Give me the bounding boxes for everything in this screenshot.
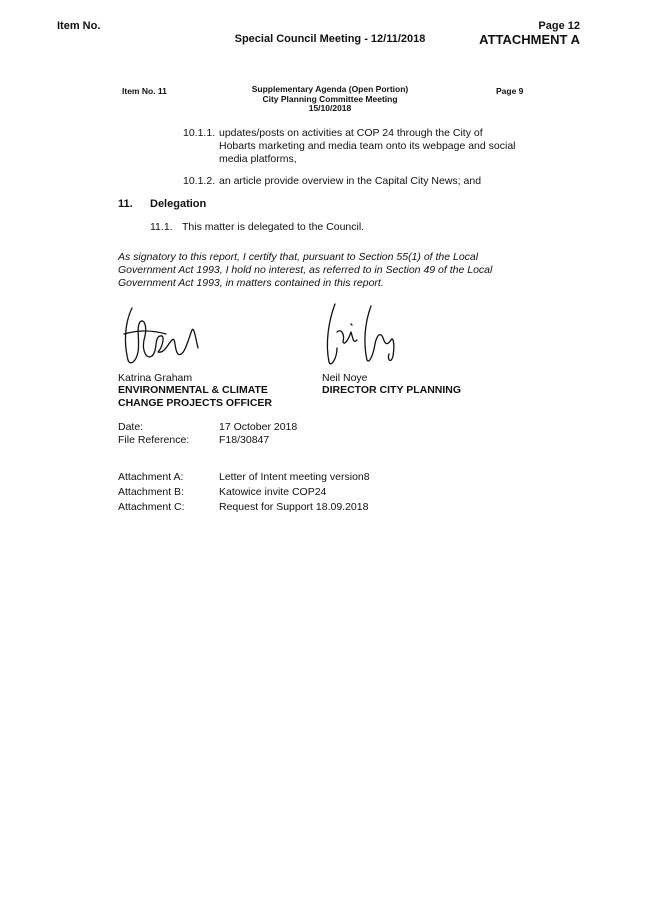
- item-number: 10.1.2.: [183, 175, 216, 187]
- signer-name: Katrina Graham: [118, 372, 193, 384]
- inner-title-line2: City Planning Committee Meeting: [262, 93, 398, 104]
- item-text-line: an article provide overview in the Capital City News; and: [219, 175, 482, 187]
- statement-line: Government Act 1993, in matters contained in this report.: [118, 277, 384, 289]
- signer-title: [118, 384, 272, 410]
- inner-page-number: Page 9: [496, 86, 524, 96]
- signature-katrina-graham: [118, 300, 213, 372]
- statement-line: As signatory to this report, I certify that, pursuant to Section 55(1) of the Local: [118, 251, 479, 263]
- signature-neil-noye: [315, 298, 410, 370]
- statement-line: Government Act 1993, I hold no interest, as referred to in Section 49 of the Local: [118, 264, 493, 276]
- date-value: 17 October 2018: [219, 421, 298, 433]
- inner-title-line1: Supplementary Agenda (Open Portion): [251, 84, 409, 94]
- item-text: [219, 127, 549, 166]
- attachment-value: Katowice invite COP24: [219, 486, 327, 498]
- inner-title-line3: 15/10/2018: [308, 103, 352, 113]
- attachment-label: Attachment B:: [118, 486, 184, 498]
- section-number: 11.: [118, 198, 133, 210]
- section-title: Delegation: [150, 198, 207, 210]
- outer-item-no: Item No.: [57, 20, 101, 32]
- item-text-line: media platforms,: [219, 153, 297, 165]
- file-reference-label: File Reference:: [118, 434, 190, 446]
- outer-meeting-title: Special Council Meeting - 12/11/2018: [234, 33, 426, 45]
- outer-attachment-label: ATTACHMENT A: [479, 32, 580, 47]
- item-text: [219, 175, 549, 188]
- outer-page-number: Page 12: [538, 20, 580, 32]
- signer-name: Neil Noye: [322, 372, 368, 384]
- inner-header-title: [230, 85, 430, 114]
- attachment-label: Attachment A:: [118, 471, 184, 483]
- item-text-line: updates/posts on activities at COP 24 through the City of: [219, 127, 483, 139]
- signer-title-line: CHANGE PROJECTS OFFICER: [118, 397, 273, 409]
- attachment-value: Letter of Intent meeting version8: [219, 471, 370, 483]
- subsection-text: This matter is delegated to the Council.: [182, 221, 365, 233]
- inner-item-no: Item No. 11: [122, 86, 167, 96]
- signer-title-line: DIRECTOR CITY PLANNING: [322, 384, 462, 396]
- signatory-statement: [118, 251, 538, 290]
- date-label: Date:: [118, 421, 144, 433]
- item-text-line: Hobarts marketing and media team onto its webpage and social: [219, 140, 516, 152]
- attachment-label: Attachment C:: [118, 501, 185, 513]
- signer-title-line: ENVIRONMENTAL & CLIMATE: [118, 384, 268, 396]
- file-reference-value: F18/30847: [219, 434, 270, 446]
- attachment-value: Request for Support 18.09.2018: [219, 501, 369, 513]
- subsection-number: 11.1.: [150, 221, 173, 233]
- item-number: 10.1.1.: [183, 127, 216, 139]
